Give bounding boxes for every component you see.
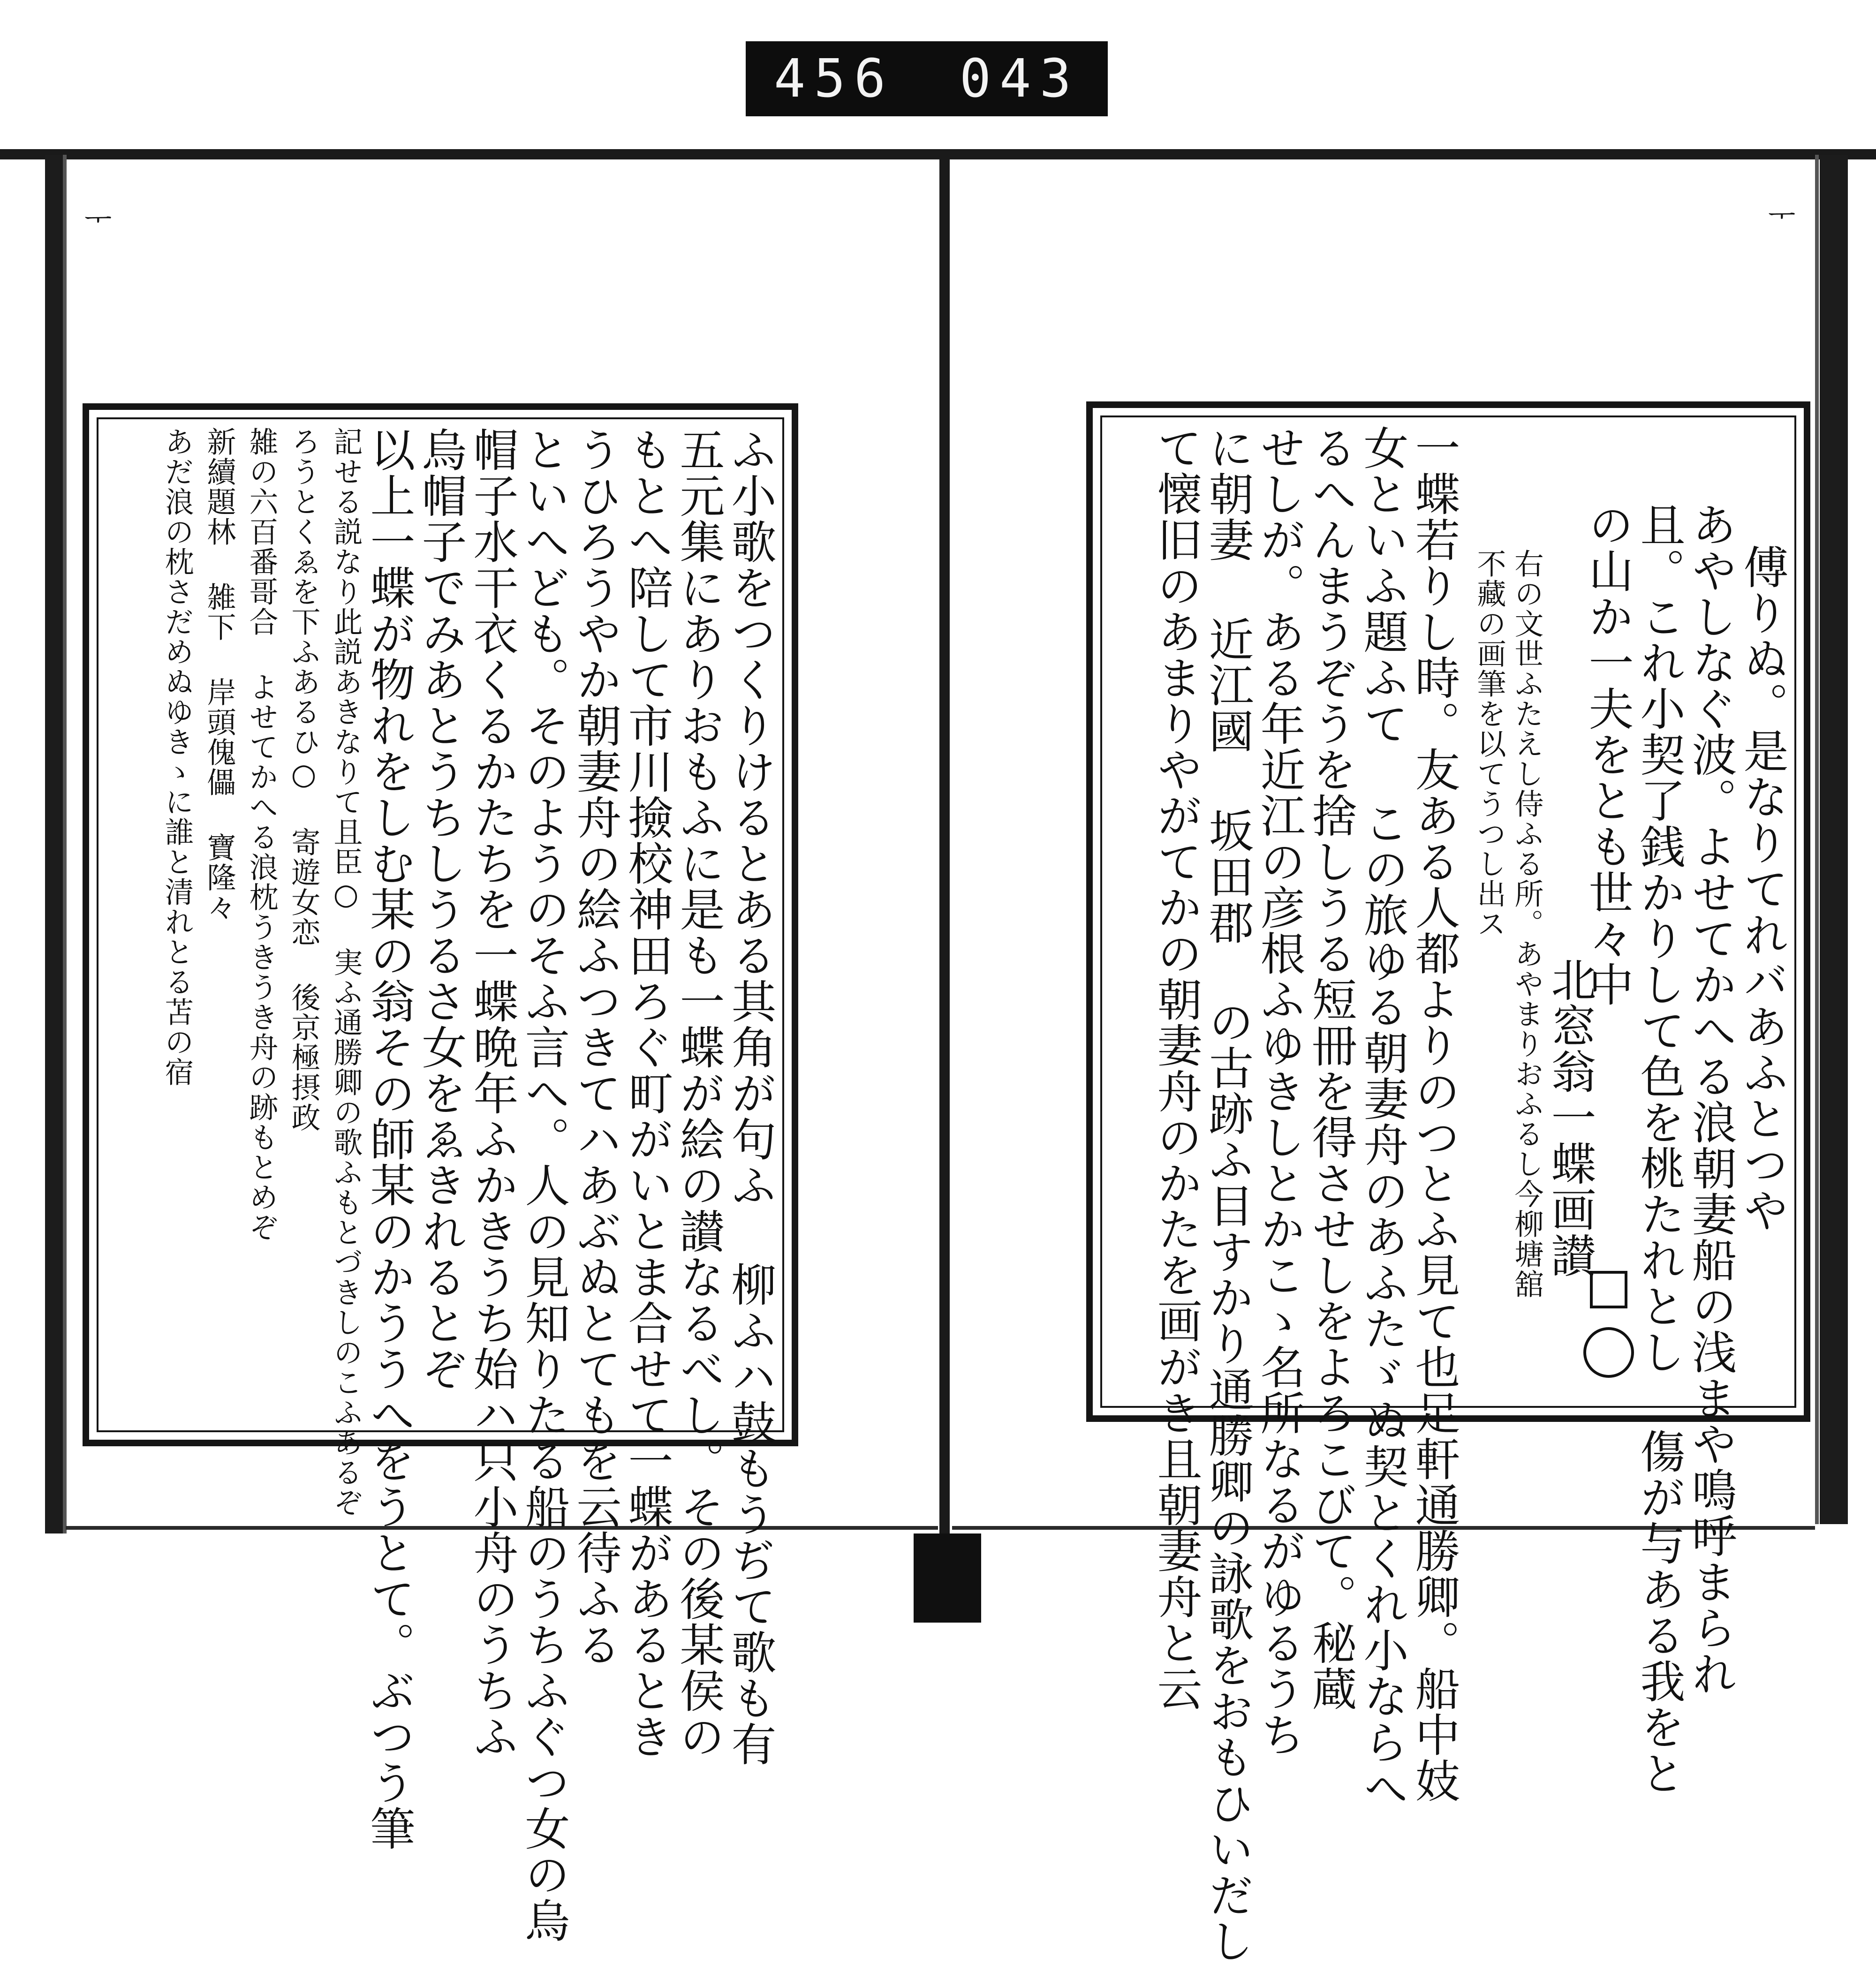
left-column-2: 五元集にありおもふに是も一蝶が絵の讃なるべし。その後某侯の <box>673 427 725 1760</box>
film-frame-label <box>746 41 1108 116</box>
left-column-7: 烏帽子でみあとうちしうるさ女をゑきれるとぞ <box>415 427 467 1392</box>
left-page-corner-mark: ᅮ <box>84 203 112 236</box>
left-column-9: 記せる説なり此説あきなりて且臣○ 実ふ通勝卿の歌ふもとづきしのこふあるぞ <box>329 427 363 1518</box>
left-column-8: 以上一蝶が物れをしむ某の翁その師某のかううへをうとて。ぶつう筆 <box>363 427 416 1851</box>
right-column-9: 女といふ題ふて この旅ゆる朝妻舟のあふたゞぬ契とくれ小ならへ <box>1356 425 1409 1811</box>
right-binding-edge <box>1820 155 1848 1524</box>
left-page-text-panel <box>83 403 798 1943</box>
right-column-12: に朝妻 近江國 坂田郡 の古跡ふ目すかり通勝卿の詠歌をおもひいだし <box>1202 425 1254 1964</box>
right-column-6: 右の文世ふたえし侍ふる所。あやまりおふるし今柳塘舘 <box>1510 549 1544 1299</box>
book-gutter <box>939 158 950 1546</box>
right-binding-shadow <box>1815 155 1819 1524</box>
right-column-3: 且。これ小契了銭かりして色を桃たれとし 傷が与ある我をと <box>1633 502 1686 1796</box>
right-column-7: 不藏の画筆を以てうつし出ス <box>1472 549 1506 939</box>
top-page-edge <box>0 149 1876 159</box>
seal-circle <box>1583 1327 1634 1378</box>
left-column-3: もとへ陪して市川撿校神田ろぐ町がいとま合せて一蝶があるとき <box>621 427 673 1760</box>
right-column-13: て懐旧のあまりやがてかの朝妻舟のかたを画がき且朝妻舟と云 <box>1150 425 1203 1712</box>
left-binding-edge <box>45 155 63 1533</box>
right-column-11: せしが。ある年近江の彦根ふゆきしとかこゝ名所なるがゆるうち <box>1253 425 1306 1758</box>
right-column-8: 一蝶若りし時。友ある人都よりのつとふ見て也足軒通勝卿。船中妓 <box>1408 425 1460 1804</box>
left-column-13: あだ浪の枕さだめぬゆきゝに誰と清れとる苫の宿 <box>160 427 194 1087</box>
left-column-10: ろうとくゑを下ふあるひ○ 寄遊女恋 後京極摂政 <box>287 427 321 1133</box>
left-column-4: うひろうやか朝妻舟の絵ふつきてハあぶぬとてもを云待ふる <box>569 427 622 1668</box>
right-page-text-panel <box>1086 401 1810 1964</box>
binding-clip <box>914 1533 981 1623</box>
right-column-10: るへんまうぞうを捨しうる短冊を得させしをよろこびて。秘蔵 <box>1305 425 1357 1712</box>
left-column-12: 新續題林 雑下 岸頭傀儡 寶隆々 <box>202 427 236 922</box>
right-column-2: あやしなぐ波。よせてかへる浪朝妻船の浅まや鳴呼まられ <box>1685 502 1737 1697</box>
left-column-11: 雑の六百番哥合 よせてかへる浪枕うきうき舟の跡もとめぞ <box>244 427 279 1242</box>
right-page-corner-mark: ᅮ <box>1768 199 1795 232</box>
left-column-5: といへども。そのようのそふ言へ。人の見知りたる船のうちふぐつ女の烏 <box>518 427 570 1943</box>
seal-square <box>1590 1271 1627 1308</box>
right-column-4: の山か一夫をとも世々中 <box>1581 502 1634 1007</box>
right-column-5-title: 北窓翁一蝶画讃 <box>1544 957 1596 1278</box>
frame-number-left: 456 <box>774 48 894 109</box>
left-column-6: 帽子水干衣くるかたちを一蝶晩年ふかきうち始ハ只小舟のうちふ <box>466 427 519 1760</box>
right-column-1: 傅りぬ。是なりてれバあふとつや <box>1736 544 1789 1233</box>
left-binding-shadow <box>63 155 67 1533</box>
frame-number-right: 043 <box>959 48 1080 109</box>
left-column-1: ふ小歌をつくりけるとある其角が句ふ 柳ふハ鼓もうぢて歌も有 <box>724 427 777 1767</box>
